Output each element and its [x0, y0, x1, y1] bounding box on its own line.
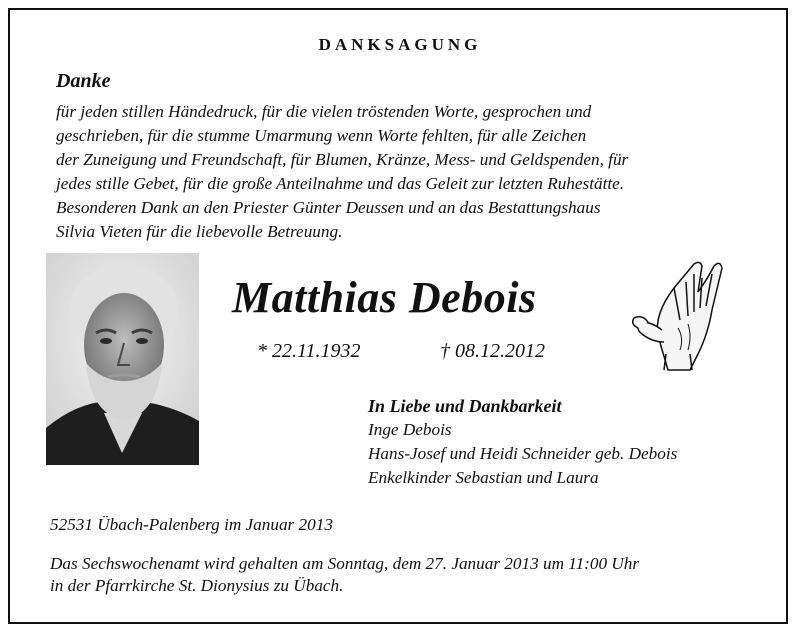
mourners-block [368, 394, 677, 490]
thanks-line: geschrieben, für die stumme Umarmung wenn Worte fehlten, für alle Zeichen [56, 126, 587, 145]
thanks-title: Danke [56, 70, 111, 92]
praying-hands-icon [628, 258, 732, 376]
service-line: in der Pfarrkirche St. Dionysius zu Übach. [50, 576, 344, 595]
death-date: † 08.12.2012 [440, 340, 545, 362]
portrait-photo [46, 253, 199, 465]
thanks-line: Silvia Vieten für die liebevolle Betreuung. [56, 222, 343, 241]
thanks-line: für jeden stillen Händedruck, für die vielen tröstenden Worte, gesprochen und [56, 102, 592, 121]
thanks-paragraph [56, 100, 748, 244]
thanks-line: Besonderen Dank an den Priester Günter Deussen und an das Bestattungshaus [56, 198, 601, 217]
birth-date: * 22.11.1932 [257, 340, 361, 362]
mourners-lead: In Liebe und Dankbarkeit [368, 396, 562, 416]
notice-heading: DANKSAGUNG [318, 35, 482, 54]
thanks-line: jedes stille Gebet, für die große Anteilnahme und das Geleit zur letzten Ruhestätte. [56, 174, 625, 193]
mourner-name: Enkelkinder Sebastian und Laura [368, 468, 599, 487]
service-notice [50, 553, 750, 597]
mourner-name: Inge Debois [368, 420, 452, 439]
portrait-illustration [46, 253, 199, 465]
place-and-date: 52531 Übach-Palenberg im Januar 2013 [50, 515, 333, 534]
service-line: Das Sechswochenamt wird gehalten am Sonntag, dem 27. Januar 2013 um 11:00 Uhr [50, 554, 640, 573]
thanks-line: der Zuneigung und Freundschaft, für Blumen, Kränze, Mess- und Geldspenden, für [56, 150, 629, 169]
deceased-name: Matthias Debois [232, 273, 537, 322]
mourner-name: Hans-Josef und Heidi Schneider geb. Debois [368, 444, 678, 463]
